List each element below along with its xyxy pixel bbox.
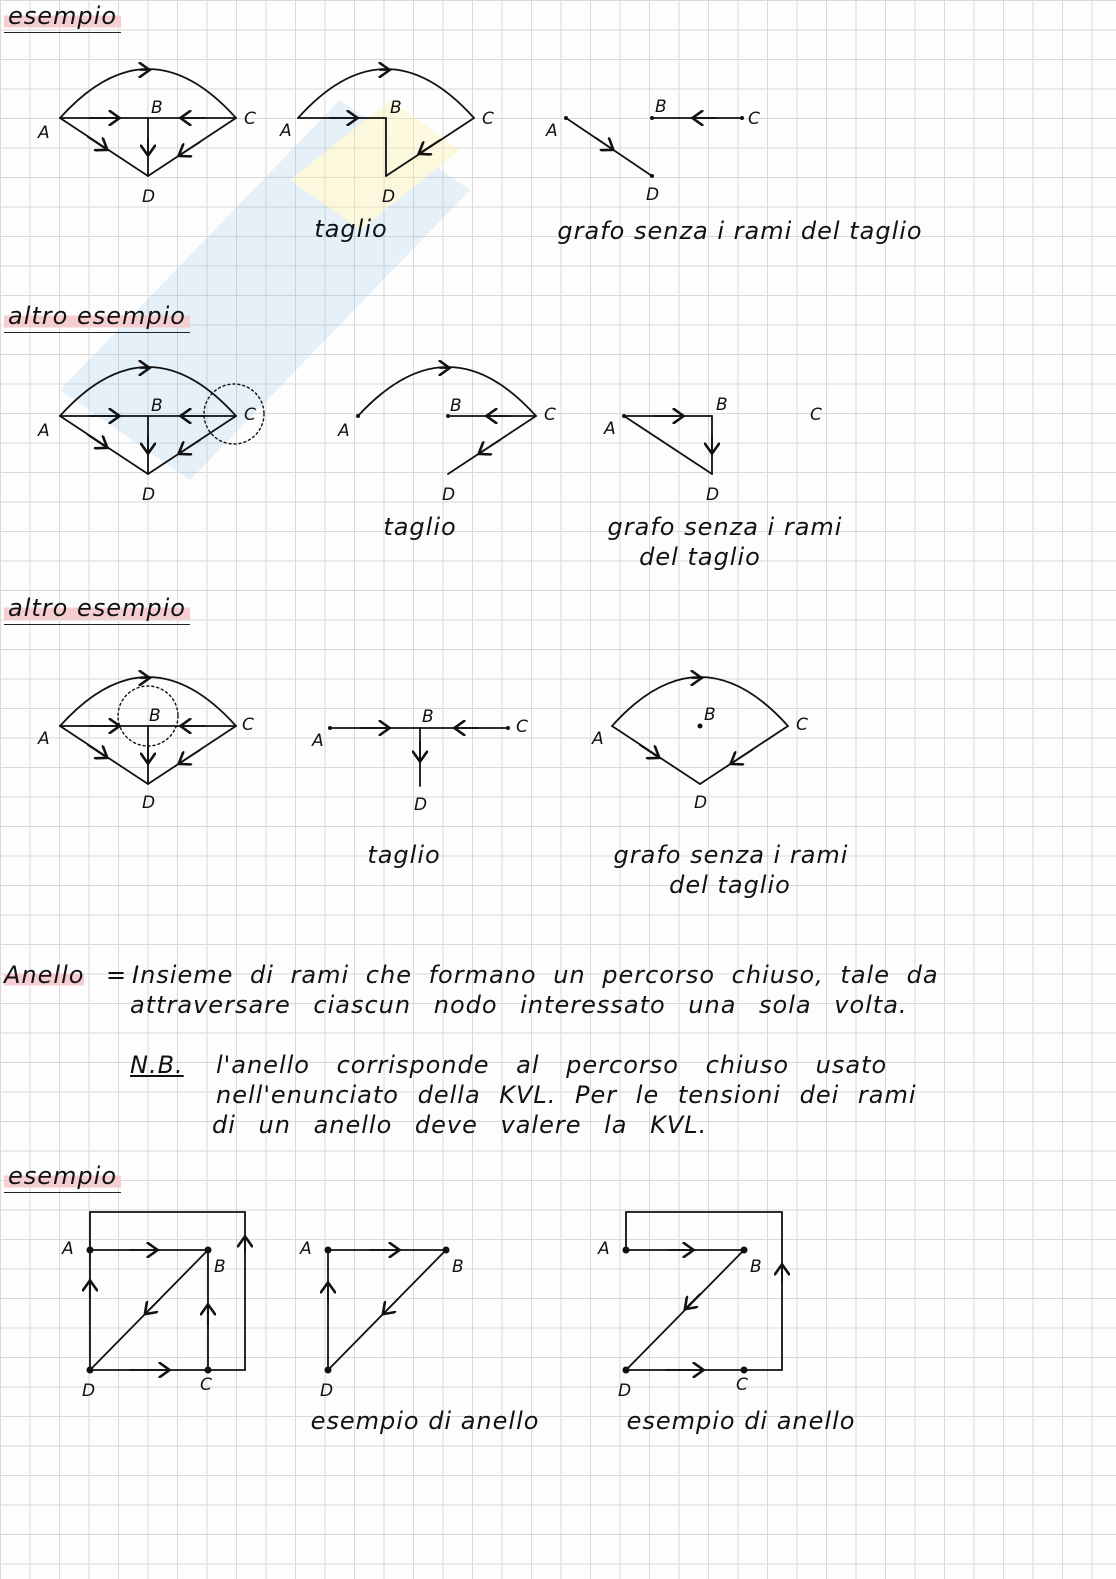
node-label-b: B	[716, 395, 728, 415]
definition-term-word: Anello	[4, 961, 85, 989]
section-title-esempio-1: esempio	[4, 2, 121, 33]
node-label-a: A	[604, 419, 616, 439]
node-label-a: A	[592, 729, 604, 749]
node-label-b: B	[452, 1257, 464, 1277]
section-title-altro-esempio-2: altro esempio	[4, 594, 190, 625]
node-label-d: D	[646, 185, 660, 205]
node-label-b: B	[390, 98, 402, 118]
node-label-c: C	[544, 405, 556, 425]
graph-full-1	[60, 69, 236, 176]
section-title-altro-esempio-1: altro esempio	[4, 302, 190, 333]
node-label-b: B	[450, 396, 462, 416]
node-label-c: C	[244, 405, 256, 425]
node-label-b: B	[750, 1257, 762, 1277]
node-label-c: C	[810, 405, 822, 425]
node-label-a: A	[546, 121, 558, 141]
note-line-2: nell'enunciato della KVL. Per le tensioni dei rami	[216, 1081, 917, 1109]
node-label-b: B	[422, 707, 434, 727]
node-label-d: D	[82, 1381, 96, 1401]
node-label-a: A	[38, 123, 50, 143]
graph-anello-1	[328, 1250, 446, 1370]
caption-taglio-2: taglio	[383, 513, 457, 541]
node-label-a: A	[280, 121, 292, 141]
caption-grafo-senza-rami-3-line2: del taglio	[669, 871, 791, 899]
graph-residual-3	[612, 677, 788, 784]
graph-residual-1	[566, 118, 742, 176]
node-label-d: D	[142, 187, 156, 207]
graph-residual-2	[624, 416, 712, 474]
node-label-b: B	[149, 706, 161, 726]
node-label-a: A	[38, 421, 50, 441]
node-label-c: C	[242, 715, 254, 735]
graph-taglio-2	[358, 367, 536, 474]
caption-taglio-1: taglio	[314, 215, 388, 243]
node-label-c: C	[244, 109, 256, 129]
graph-anello-full	[90, 1212, 245, 1370]
graph-full-3	[60, 677, 236, 784]
caption-grafo-senza-rami-2-line2: del taglio	[639, 543, 761, 571]
node-label-d: D	[414, 795, 428, 815]
definition-line-2: attraversare ciascun nodo interessato una sola volta.	[130, 991, 908, 1019]
node-label-a: A	[62, 1239, 74, 1259]
node-label-d: D	[706, 485, 720, 505]
node-label-d: D	[382, 187, 396, 207]
note-label: N.B.	[130, 1051, 184, 1079]
caption-grafo-senza-rami-2-line1: grafo senza i rami	[607, 513, 843, 541]
definition-term	[4, 960, 84, 990]
node-label-a: A	[598, 1239, 610, 1259]
graph-taglio-1	[298, 69, 474, 176]
node-label-d: D	[618, 1381, 632, 1401]
node-label-c: C	[482, 109, 494, 129]
node-label-a: A	[338, 421, 350, 441]
node-label-d: D	[142, 485, 156, 505]
definition-line-1: Insieme di rami che formano un percorso chiuso, tale da	[132, 961, 939, 989]
node-label-c: C	[736, 1375, 748, 1395]
node-label-a: A	[38, 729, 50, 749]
caption-esempio-anello-1: esempio di anello	[310, 1407, 540, 1435]
graph-full-2	[60, 367, 264, 474]
node-label-b: B	[214, 1257, 226, 1277]
node-label-c: C	[516, 717, 528, 737]
node-label-b: B	[151, 98, 163, 118]
node-label-a: A	[312, 731, 324, 751]
caption-grafo-senza-rami-3-line1: grafo senza i rami	[613, 841, 849, 869]
node-label-b: B	[151, 396, 163, 416]
section-title-esempio-2: esempio	[4, 1162, 121, 1193]
graph-anello-2	[626, 1212, 782, 1370]
caption-taglio-3: taglio	[367, 841, 441, 869]
definition-equals: =	[106, 961, 128, 989]
node-label-d: D	[320, 1381, 334, 1401]
graph-taglio-3	[330, 728, 508, 786]
node-label-b: B	[655, 97, 667, 117]
node-label-d: D	[142, 793, 156, 813]
node-label-a: A	[300, 1239, 312, 1259]
note-line-1: l'anello corrisponde al percorso chiuso usato	[216, 1051, 888, 1079]
node-label-c: C	[748, 109, 760, 129]
node-label-d: D	[694, 793, 708, 813]
node-label-c: C	[796, 715, 808, 735]
caption-grafo-senza-rami-1: grafo senza i rami del taglio	[557, 217, 923, 245]
node-label-d: D	[442, 485, 456, 505]
note-line-3: di un anello deve valere la KVL.	[212, 1111, 708, 1139]
caption-esempio-anello-2: esempio di anello	[626, 1407, 856, 1435]
node-label-b: B	[704, 705, 716, 725]
node-label-c: C	[200, 1375, 212, 1395]
